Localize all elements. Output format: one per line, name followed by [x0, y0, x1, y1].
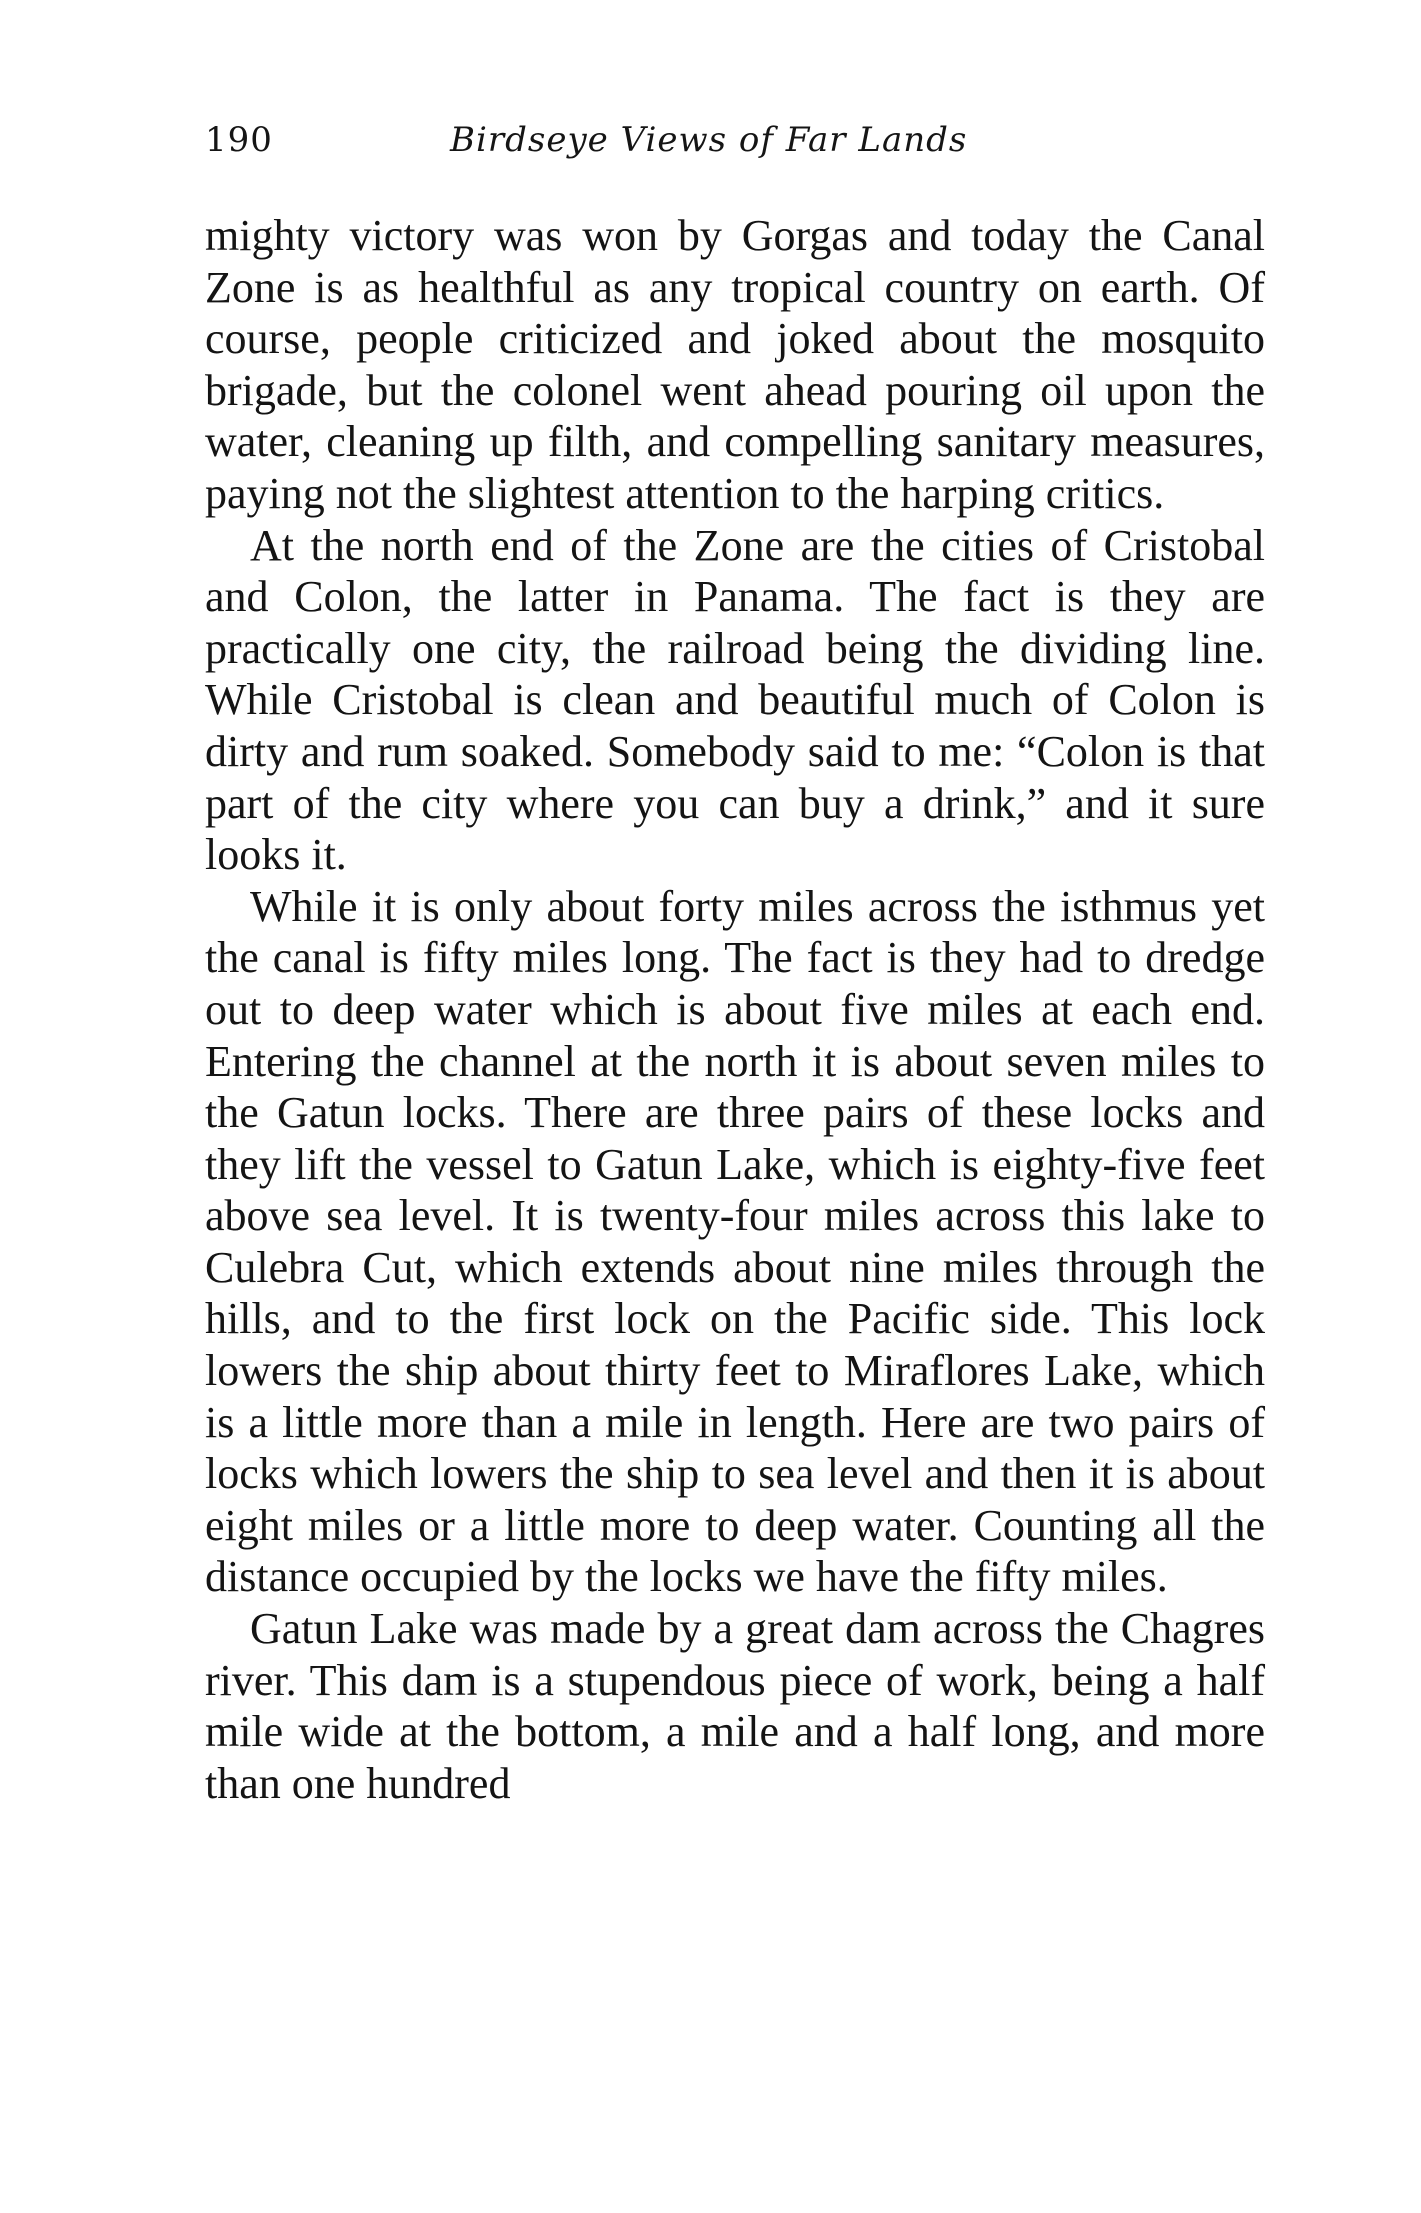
- page-header: [205, 120, 1265, 180]
- paragraph-gatun-lake: Gatun Lake was made by a great dam across the Chagres river. This dam is a stupendous piece of work, being a half mile wide at the bottom, a mile and a half long, and more than one hundred: [205, 1604, 1265, 1808]
- body-text: [205, 210, 1265, 1809]
- running-title: Birdseye Views of Far Lands: [450, 120, 968, 160]
- page-number: 190: [205, 120, 273, 160]
- paragraph-continued: mighty victory was won by Gorgas and today the Canal Zone is as healthful as any tropical country on earth. Of course, people criticized and joked about the mosquito brigade, but the colonel went ahead pouring oil upon the water, cleaning up filth, and compelling sanitary measures, paying not the slightest attention to the harping critics.: [205, 211, 1265, 518]
- paragraph-cristobal-colon: At the north end of the Zone are the cities of Cristobal and Colon, the latter in Panama. The fact is they are practically one city, the railroad being the dividing line. While Cristobal is clean and beautiful much of Colon is dirty and rum soaked. Somebody said to me: “Colon is that part of the city where you can buy a drink,” and it sure looks it.: [205, 520, 1265, 880]
- paragraph-canal-length: While it is only about forty miles across the isthmus yet the canal is fifty miles long. The fact is they had to dredge out to deep water which is about five miles at each end. Entering the channel at the north it is about seven miles to the Gatun locks. There are three pairs of these locks and they lift the vessel to Gatun Lake, which is eighty-five feet above sea level. It is twenty-four miles across this lake to Culebra Cut, which extends about nine miles through the hills, and to the first lock on the Pacific side. This lock lowers the ship about thirty feet to Miraflores Lake, which is a little more than a mile in length. Here are two pairs of locks which lowers the ship to sea level and then it is about eight miles or a little more to deep water. Counting all the distance occupied by the locks we have the fifty miles.: [205, 881, 1265, 1602]
